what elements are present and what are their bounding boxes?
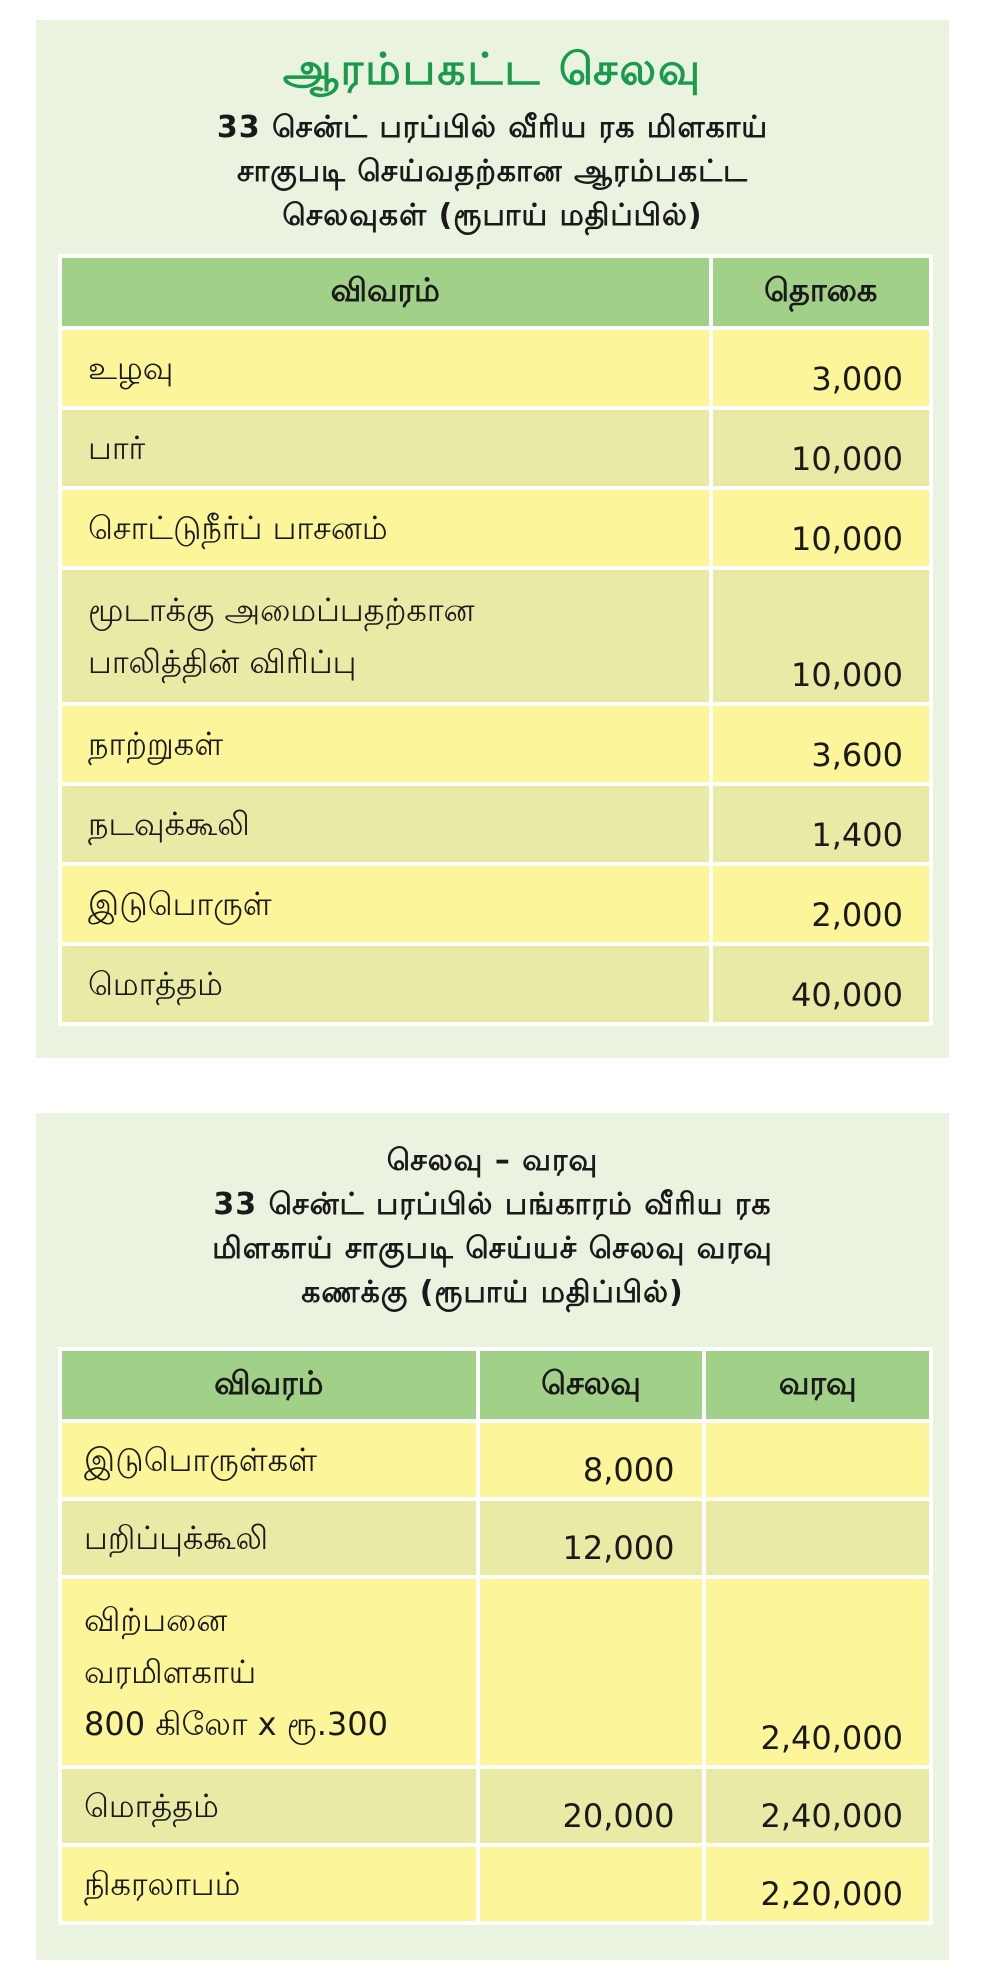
row-income: 2,40,000: [704, 1577, 931, 1767]
row-income: [704, 1499, 931, 1577]
row-item-line: வரமிளகாய்: [84, 1653, 257, 1691]
row-income: 2,20,000: [704, 1845, 931, 1923]
initial-cost-subtitle: [36, 106, 949, 238]
row-item: பார்: [60, 408, 711, 488]
row-amount: 3,600: [711, 704, 931, 784]
row-item: இடுபொருள்: [60, 864, 711, 944]
row-expense: 12,000: [478, 1499, 705, 1577]
row-amount: 1,400: [711, 784, 931, 864]
column-header-expense: செலவு: [478, 1349, 705, 1421]
column-header-details: விவரம்: [60, 256, 711, 328]
table-row: [60, 488, 931, 568]
table-row: [60, 408, 931, 488]
row-item: [60, 568, 711, 704]
table-row: [60, 784, 931, 864]
table-header-row: [60, 256, 931, 328]
row-item: நாற்றுகள்: [60, 704, 711, 784]
row-expense: [478, 1577, 705, 1767]
row-item: நிகரலாபம்: [60, 1845, 478, 1923]
row-item: [60, 1577, 478, 1767]
subtitle-line: செலவு – வரவு: [386, 1143, 599, 1178]
expense-income-subtitle: [36, 1139, 949, 1315]
subtitle-line: கணக்கு (ரூபாய் மதிப்பில்): [301, 1275, 684, 1310]
subtitle-line: மிளகாய் சாகுபடி செய்யச் செலவு வரவு: [212, 1231, 773, 1266]
table-row-total: [60, 1767, 931, 1845]
row-item: உழவு: [60, 328, 711, 408]
row-expense: [478, 1845, 705, 1923]
table-row: [60, 864, 931, 944]
row-amount: 2,000: [711, 864, 931, 944]
row-expense: 20,000: [478, 1767, 705, 1845]
row-item: சொட்டுநீர்ப் பாசனம்: [60, 488, 711, 568]
expense-income-panel: [36, 1113, 949, 1960]
row-item: மொத்தம்: [60, 944, 711, 1024]
expense-income-table: [58, 1347, 933, 1925]
row-item: நடவுக்கூலி: [60, 784, 711, 864]
row-item-line: விற்பனை: [84, 1601, 228, 1639]
row-amount: 10,000: [711, 568, 931, 704]
column-header-details: விவரம்: [60, 1349, 478, 1421]
row-amount: 10,000: [711, 408, 931, 488]
row-income: [704, 1421, 931, 1499]
row-income: 2,40,000: [704, 1767, 931, 1845]
row-amount: 10,000: [711, 488, 931, 568]
column-header-amount: தொகை: [711, 256, 931, 328]
subtitle-line: 33 சென்ட் பரப்பில் வீரிய ரக மிளகாய்: [216, 110, 769, 145]
subtitle-line: சாகுபடி செய்வதற்கான ஆரம்பகட்ட: [236, 154, 748, 189]
subtitle-line: 33 சென்ட் பரப்பில் பங்காரம் வீரிய ரக: [213, 1187, 772, 1222]
table-row: [60, 1421, 931, 1499]
table-row: [60, 328, 931, 408]
row-expense: 8,000: [478, 1421, 705, 1499]
initial-cost-table: [58, 254, 933, 1026]
row-item-line: 800 கிலோ x ரூ.300: [84, 1705, 388, 1743]
row-item-line: மூடாக்கு அமைப்பதற்கான: [88, 591, 475, 629]
initial-cost-title: ஆரம்பகட்ட செலவு: [282, 44, 703, 95]
table-row: [60, 568, 931, 704]
table-row: [60, 704, 931, 784]
table-row-net-profit: [60, 1845, 931, 1923]
column-header-income: வரவு: [704, 1349, 931, 1421]
table-row: [60, 1577, 931, 1767]
subtitle-line: செலவுகள் (ரூபாய் மதிப்பில்): [282, 198, 703, 233]
row-amount: 40,000: [711, 944, 931, 1024]
table-row-total: [60, 944, 931, 1024]
row-item-line: பாலித்தின் விரிப்பு: [88, 643, 357, 681]
row-item: பறிப்புக்கூலி: [60, 1499, 478, 1577]
initial-cost-panel: [36, 20, 949, 1058]
row-item: மொத்தம்: [60, 1767, 478, 1845]
table-header-row: [60, 1349, 931, 1421]
row-amount: 3,000: [711, 328, 931, 408]
table-row: [60, 1499, 931, 1577]
row-item: இடுபொருள்கள்: [60, 1421, 478, 1499]
